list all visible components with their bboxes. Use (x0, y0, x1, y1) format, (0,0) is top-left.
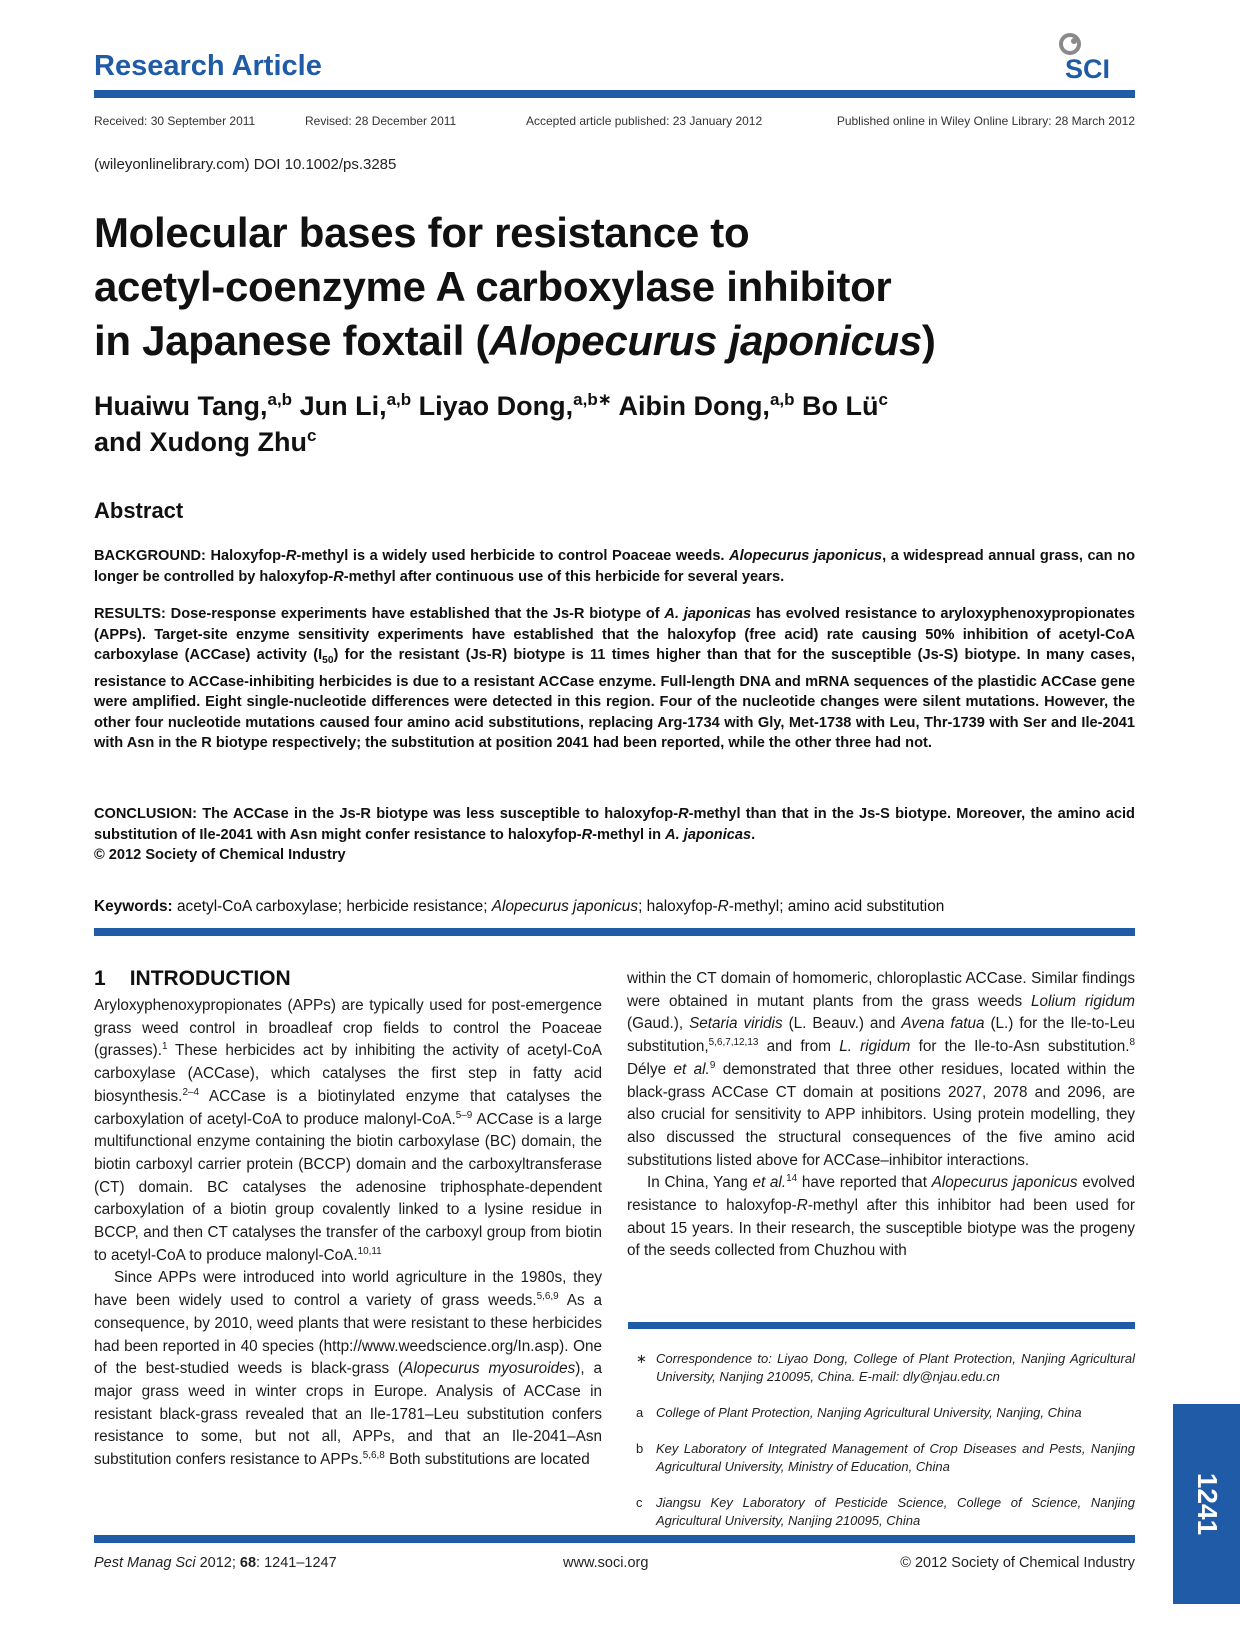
published-date: Published online in Wiley Online Library: 28 March 2012 (836, 114, 1135, 128)
abstract-rule (94, 928, 1135, 936)
footnote-affiliation-b: b Key Laboratory of Integrated Management of Crop Diseases and Pests, Nanjing Agricultural University, Ministry of Education, China (636, 1441, 1135, 1474)
intro-paragraph-4: In China, Yang et al.$^{14}$ have reported that Alopecurus japonicus evolved resistance to haloxyfop-R-methyl after this inhibitor had been used for about 15 years. In their research, the susceptible biotype was the progeny of the seeds collected from Chuzhou with (627, 1173, 1135, 1260)
doi-line: (wileyonlinelibrary.com) DOI 10.1002/ps.3285 (94, 156, 397, 173)
footnote-affiliation-a: a College of Plant Protection, Nanjing Agricultural University, Nanjing, China (636, 1405, 1082, 1420)
footnote-affiliation-c: c Jiangsu Key Laboratory of Pesticide Science, College of Science, Nanjing Agricultural University, Nanjing 210095, China (636, 1495, 1135, 1528)
author-line-2 (94, 424, 1094, 460)
intro-paragraph-3: within the CT domain of homomeric, chloroplastic ACCase. Similar findings were obtained in mutant plants from the grass weeds Lolium rigidum (Gaud.), Setaria viridis (L. Beauv.) and Avena fatua (L.) for the Ile-to-Leu substitution,$^{5,6,7,12,13}$ and from L. rigidum for the Ile-to-Asn substitution.$^8$ Délye et al.$^9$ demonstrated that three other residues, located within the black-grass ACCase CT domain at positions 2027, 2078 and 2096, are also crucial for sensitivity to APP inhibitors. Using protein modelling, they also discussed the structural consequences of the five amino acid substitutions listed above for ACCase–inhibitor interactions. (627, 970, 1136, 1169)
abstract-heading: Abstract (94, 498, 184, 523)
received-date: Received: 30 September 2011 (94, 114, 256, 128)
page-number-tab (1173, 1404, 1240, 1604)
article-category: Research Article (94, 50, 322, 82)
author: Jun Li,$^{a,b}$ (299, 390, 412, 421)
footer-citation: Pest Manag Sci 2012; 68: 1241–1247 (94, 1555, 337, 1571)
author: Huaiwu Tang,$^{a,b}$ (94, 390, 293, 421)
footnote-correspondence: ∗ Correspondence to: Liyao Dong, College of Plant Protection, Nanjing Agricultural University, Nanjing 210095, China. E-mail: dly@njau.edu.cn (636, 1351, 1135, 1384)
footnote-rule (628, 1322, 1135, 1329)
abstract-results: RESULTS: Dose-response experiments have established that the Js-R biotype of A. japonicas has evolved resistance to aryloxyphenoxypropionates (APPs). Target-site enzyme sensitivity experiments have established that the haloxyfop (free acid) rate causing 50% inhibition of acetyl-CoA carboxylase (ACCase) activity $(I_{50})$ for the resistant (Js-R) biotype is 11 times higher than that for the susceptible (Js-S) biotype. In many cases, resistance to ACCase-inhibiting herbicides is due to a resistant ACCase enzyme. Full-length DNA and mRNA sequences of the plastidic ACCase gene were amplified. Eight single-nucleotide differences were detected in this region. Four of the nucleotide changes were silent mutations. However, the other four nucleotide mutations caused four amino acid substitutions, replacing Arg-1734 with Gly, Met-1738 with Leu, Thr-1739 with Ser and Ile-2041 with Asn in the R biotype respectively; the substitution at position 2041 had been reported, while the other three had not. (94, 606, 1136, 752)
revised-date: Revised: 28 December 2011 (305, 114, 457, 128)
intro-paragraph-1: Aryloxyphenoxypropionates (APPs) are typically used for post-emergence grass weed control in broadleaf crop fields to control the Poaceae (grasses).$^1$ These herbicides act by inhibiting the activity of acetyl-CoA carboxylase (ACCase), which catalyses the first step in fatty acid biosynthesis.$^{2-4}$ ACCase is a biotinylated enzyme that catalyses the carboxylation of acetyl-CoA to produce malonyl-CoA.$^{5-9}$ ACCase is a large multifunctional enzyme containing the biotin carboxylase (BC) domain, the biotin carboxyl carrier protein (BCCP) domain and the carboxyltransferase (CT) domain. BC catalyses the adenosine triphosphate-dependent carboxylation of a biotin group covalently linked to a lysine residue in BCCP, and then CT catalyses the transfer of the carboxyl group from biotin to acetyl-CoA to produce malonyl-CoA.$^{10,11}$ (94, 997, 603, 1264)
header-rule (94, 90, 1135, 98)
abstract-background: BACKGROUND: Haloxyfop-R-methyl is a widely used herbicide to control Poaceae weeds. Alopecurus japonicus, a widespread annual grass, can no longer be controlled by haloxyfop-R-methyl after continuous use of this herbicide for several years. (94, 548, 1135, 585)
title-line-3: in Japanese foxtail (Alopecurus japonicus) (94, 317, 936, 364)
author: Bo $Lü^c$ (802, 390, 888, 421)
author: Liyao Dong,$^{a,b∗}$ (418, 390, 612, 421)
author: Aibin Dong,$^{a,b}$ (618, 390, 795, 421)
section-heading-introduction: 1 INTRODUCTION (94, 967, 291, 990)
abstract-copyright: © 2012 Society of Chemical Industry (94, 847, 346, 864)
logo-text: SCI (1065, 54, 1111, 82)
footer-rule (94, 1535, 1135, 1543)
right-column (627, 968, 1135, 1263)
article-title (94, 206, 1094, 368)
accepted-date: Accepted article published: 23 January 2012 (526, 114, 763, 128)
title-line-2: acetyl-coenzyme A carboxylase inhibitor (94, 263, 892, 310)
sci-logo (1055, 30, 1135, 82)
author: and Xudong Zhu$^c$ (94, 426, 317, 457)
footnotes (630, 1350, 1135, 1548)
intro-paragraph-2: Since APPs were introduced into world agriculture in the 1980s, they have been widely used to control a variety of grass weeds.$^{5,6,9}$ As a consequence, by 2010, weed plants that were resistant to these herbicides had been reported in 40 species (http://www.weedscience.org/In.asp). One of the best-studied weeds is black-grass (Alopecurus myosuroides), a major grass weed in winter crops in Europe. Analysis of ACCase in resistant black-grass revealed that an Ile-1781–Leu substitution confers resistance to some, but not all, APPs, and that an Ile-2041–Asn substitution confers resistance to APPs.$^{5,6,8}$ Both substitutions are located (94, 1269, 603, 1469)
footer-copyright: © 2012 Society of Chemical Industry (900, 1555, 1135, 1571)
title-line-1: Molecular bases for resistance to (94, 209, 750, 256)
footer-website[interactable]: www.soci.org (563, 1555, 649, 1571)
author-line-1 (94, 388, 1094, 424)
page-number: 1241 (1191, 1472, 1223, 1536)
abstract-conclusion: CONCLUSION: The ACCase in the Js-R biotype was less susceptible to haloxyfop-R-methyl than that in the Js-S biotype. Moreover, the amino acid substitution of Ile-2041 with Asn might confer resistance to haloxyfop-R-methyl in A. japonicas. © 2012 Society of Chemical Industry (94, 806, 1135, 864)
left-column (94, 966, 602, 1472)
author-list (94, 388, 1094, 460)
keywords: Keywords: acetyl-CoA carboxylase; herbicide resistance; Alopecurus japonicus; haloxyfop-R-methyl; amino acid substitution (94, 898, 945, 915)
